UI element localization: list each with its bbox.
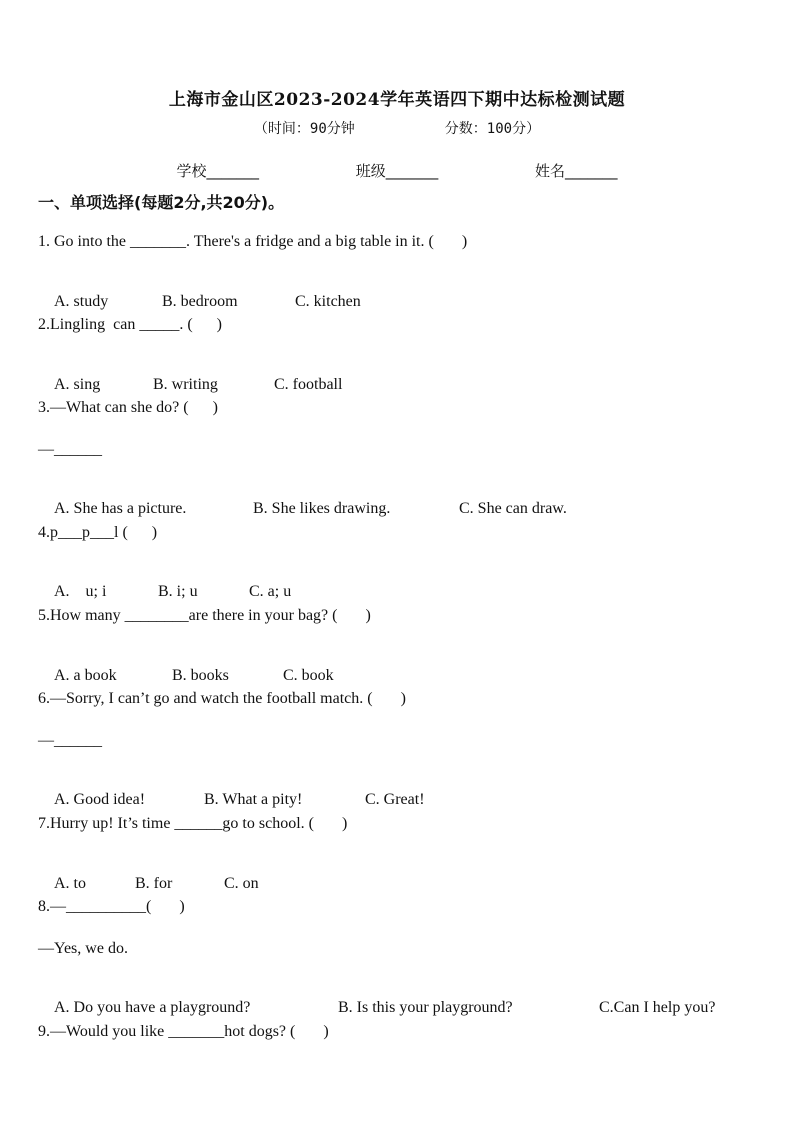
option-b: B. What a pity! xyxy=(204,791,303,808)
question-stem: 8.—__________( ) xyxy=(38,898,185,915)
option-c: C. Great! xyxy=(365,791,425,808)
section-heading: 一、单项选择(每题2分,共20分)。 xyxy=(38,193,285,212)
option-c: C. She can draw. xyxy=(459,500,567,517)
option-b: B. bedroom xyxy=(162,293,238,310)
option-a: A. a book xyxy=(54,667,117,684)
exam-subtitle xyxy=(0,118,794,138)
option-c: C. a; u xyxy=(249,583,292,600)
question-stem: 7.Hurry up! It’s time ______go to school. ( ) xyxy=(38,815,348,832)
school-field: 学校_______ xyxy=(176,162,259,180)
question-stem: 5.How many ________are there in your bag? ( ) xyxy=(38,607,371,624)
answer-line: —______ xyxy=(38,732,102,749)
total-score: 分数：100分） xyxy=(444,121,541,137)
question-stem: 1. Go into the _______. There's a fridge and a big table in it. ( ) xyxy=(38,233,468,250)
option-b: B. Is this your playground? xyxy=(338,999,513,1016)
exam-title: 上海市金山区2023-2024学年英语四下期中达标检测试题 xyxy=(168,90,626,110)
student-info xyxy=(0,160,794,181)
option-b: B. books xyxy=(172,667,229,684)
option-c: C. kitchen xyxy=(295,293,361,310)
option-a: A. u; i xyxy=(54,583,107,600)
time-limit: （时间：90分钟 xyxy=(253,121,355,137)
question-stem: 2.Lingling can _____. ( ) xyxy=(38,316,222,333)
option-c: C. football xyxy=(274,376,343,393)
question-stem: 3.—What can she do? ( ) xyxy=(38,399,218,416)
option-a: A. Good idea! xyxy=(54,791,146,808)
option-b: B. i; u xyxy=(158,583,198,600)
option-b: B. for xyxy=(135,875,173,892)
answer-line: —______ xyxy=(38,441,102,458)
option-a: A. She has a picture. xyxy=(54,500,187,517)
class-field: 班级_______ xyxy=(355,162,439,180)
question-stem: 9.—Would you like _______hot dogs? ( ) xyxy=(38,1023,329,1040)
option-c: C. book xyxy=(283,667,334,684)
option-c: C.Can I help you? xyxy=(599,999,716,1016)
name-field: 姓名_______ xyxy=(535,162,618,180)
answer-line: —Yes, we do. xyxy=(38,940,128,957)
option-b: B. writing xyxy=(153,376,218,393)
option-c: C. on xyxy=(224,875,259,892)
option-a: A. Do you have a playground? xyxy=(54,999,251,1016)
question-stem: 6.—Sorry, I can’t go and watch the football match. ( ) xyxy=(38,690,406,707)
question-stem: 4.p___p___l ( ) xyxy=(38,524,158,541)
option-b: B. She likes drawing. xyxy=(253,500,391,517)
option-a: A. sing xyxy=(54,376,101,393)
option-a: A. to xyxy=(54,875,86,892)
option-a: A. study xyxy=(54,293,109,310)
